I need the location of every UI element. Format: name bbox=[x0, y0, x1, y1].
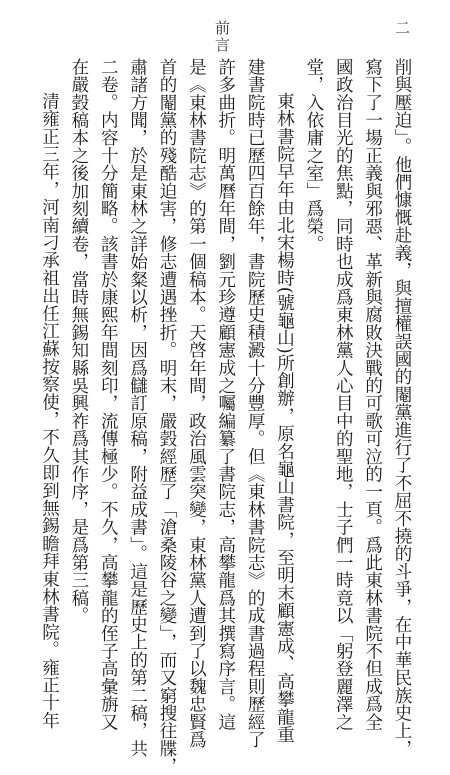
text-column: 清雍正三年，河南刁承祖出任江蘇按察使，不久即到無錫瞻拜東林書院。雍正十年 bbox=[39, 92, 60, 730]
text-column: 首的閹黨的殘酷迫害，修志遭遇挫折。明末，嚴瑴經歷了「滄桑陵谷之變」，而又窮搜往牒， bbox=[157, 58, 177, 775]
text-column: 國政治目光的焦點，同時也成爲東林黨人心目中的聖地，士子們一時竟以「躬登麗澤之 bbox=[333, 58, 354, 731]
text-column: 削與壓迫」。他們慷慨赴義，與擅權誤國的閹黨進行了不屈不撓的斗爭，在中華民族史上， bbox=[392, 58, 412, 758]
text-column: 許多曲折。明萬曆年間，劉元珍遵顧憲成之囑編纂了書院志，高攀龍爲其撰寫序言。這 bbox=[215, 58, 236, 731]
running-header-title: 前言 bbox=[213, 20, 231, 54]
text-column: 東林書院早年由北宋楊時(號龜山)所創辦，原名龜山書院，至明末顧憲成、高攀龍重 bbox=[274, 92, 295, 744]
text-column: 是《東林書院志》的第一個稿本。天啓年間，政治風雲突變，東林黨人遭到了以魏忠賢爲 bbox=[186, 58, 207, 749]
page-number: 二 bbox=[393, 20, 411, 35]
text-column: 二卷。内容十分簡略。該書於康熙年間刻印，流傳極少。不久，高攀龍的侄子高彙旃又 bbox=[98, 58, 119, 731]
text-column: 在嚴瑴稿本之後加刻續卷，當時無錫知縣吳興祚爲其作序，是爲第三稿。 bbox=[68, 58, 89, 625]
text-column: 建書院時已歷四百餘年，書院歷史積澱十分豐厚。但《東林書院志》的成書過程則歷經了 bbox=[245, 58, 266, 749]
text-column: 堂，入依庸之室」爲榮。 bbox=[303, 58, 324, 253]
text-column: 寫下了一場正義與邪惡、革新與腐敗決戰的可歌可泣的一頁。爲此東林書院不但成爲全 bbox=[362, 58, 383, 731]
text-column: 肅諸方聞，於是東林之詳始粲以析，因爲讎訂原稿，附益成書」。這是歷史上的第二稿，共 bbox=[127, 58, 148, 758]
text-body bbox=[39, 58, 412, 775]
